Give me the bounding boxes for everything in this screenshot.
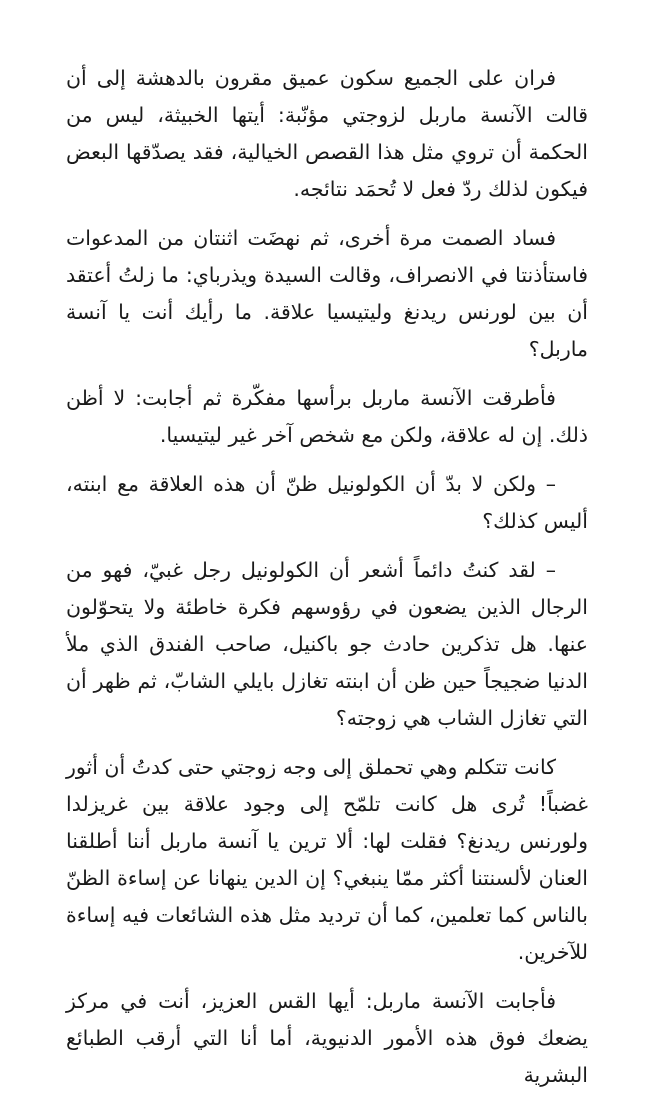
- paragraph-6: كانت تتكلم وهي تحملق إلى وجه زوجتي حتى كدتُ أن أثور غضباً! تُرى هل كانت تلمّح إلى وجود علاقة بين غريزلدا ولورنس ريدنغ؟ فقلت لها: ألا ترين يا آنسة ماربل أننا أطلقنا العنان لألسنتنا أكثر ممّا ينبغي؟ إن الدين ينهانا عن إساءة الظنّ بالناس كما تعلمين، كما أن ترديد مثل هذه الشائعات فيه إساءة للآخرين.: [66, 755, 588, 964]
- paragraph-4-dialogue: – ولكن لا بدّ أن الكولونيل ظنّ أن هذه العلاقة مع ابنته، أليس كذلك؟: [66, 472, 588, 533]
- paragraph-7: فأجابت الآنسة ماربل: أيها القس العزيز، أنت في مركز يضعك فوق هذه الأمور الدنيوية، أما أنا التي أرقب الطبائع البشرية: [66, 989, 588, 1087]
- paragraph-2: فساد الصمت مرة أخرى، ثم نهضَت اثنتان من المدعوات فاستأذنتا في الانصراف، وقالت السيدة ويذرباي: ما زلتُ أعتقد أن بين لورنس ريدنغ وليتيسيا علاقة. ما رأيك أنت يا آنسة ماربل؟: [66, 226, 588, 361]
- paragraph-3: فأطرقت الآنسة ماربل برأسها مفكّرة ثم أجابت: لا أظن ذلك. إن له علاقة، ولكن مع شخص آخر غير ليتيسيا.: [66, 386, 588, 447]
- paragraph-1: فران على الجميع سكون عميق مقرون بالدهشة إلى أن قالت الآنسة ماربل لزوجتي مؤنّبة: أيتها الخبيثة، ليس من الحكمة أن تروي مثل هذا القصص الخيالية، فقد يصدّقها البعض فيكون لذلك ردّ فعل لا تُحمَد نتائجه.: [66, 66, 588, 201]
- paragraph-5-dialogue: – لقد كنتُ دائماً أشعر أن الكولونيل رجل غبيّ، فهو من الرجال الذين يضعون في رؤوسهم فكرة خاطئة ولا يتحوّلون عنها. هل تذكرين حادث جو باكنيل، صاحب الفندق الذي ملأ الدنيا ضجيجاً حين ظن أن ابنته تغازل بايلي الشابّ، ثم ظهر أن التي تغازل الشاب هي زوجته؟: [66, 558, 588, 730]
